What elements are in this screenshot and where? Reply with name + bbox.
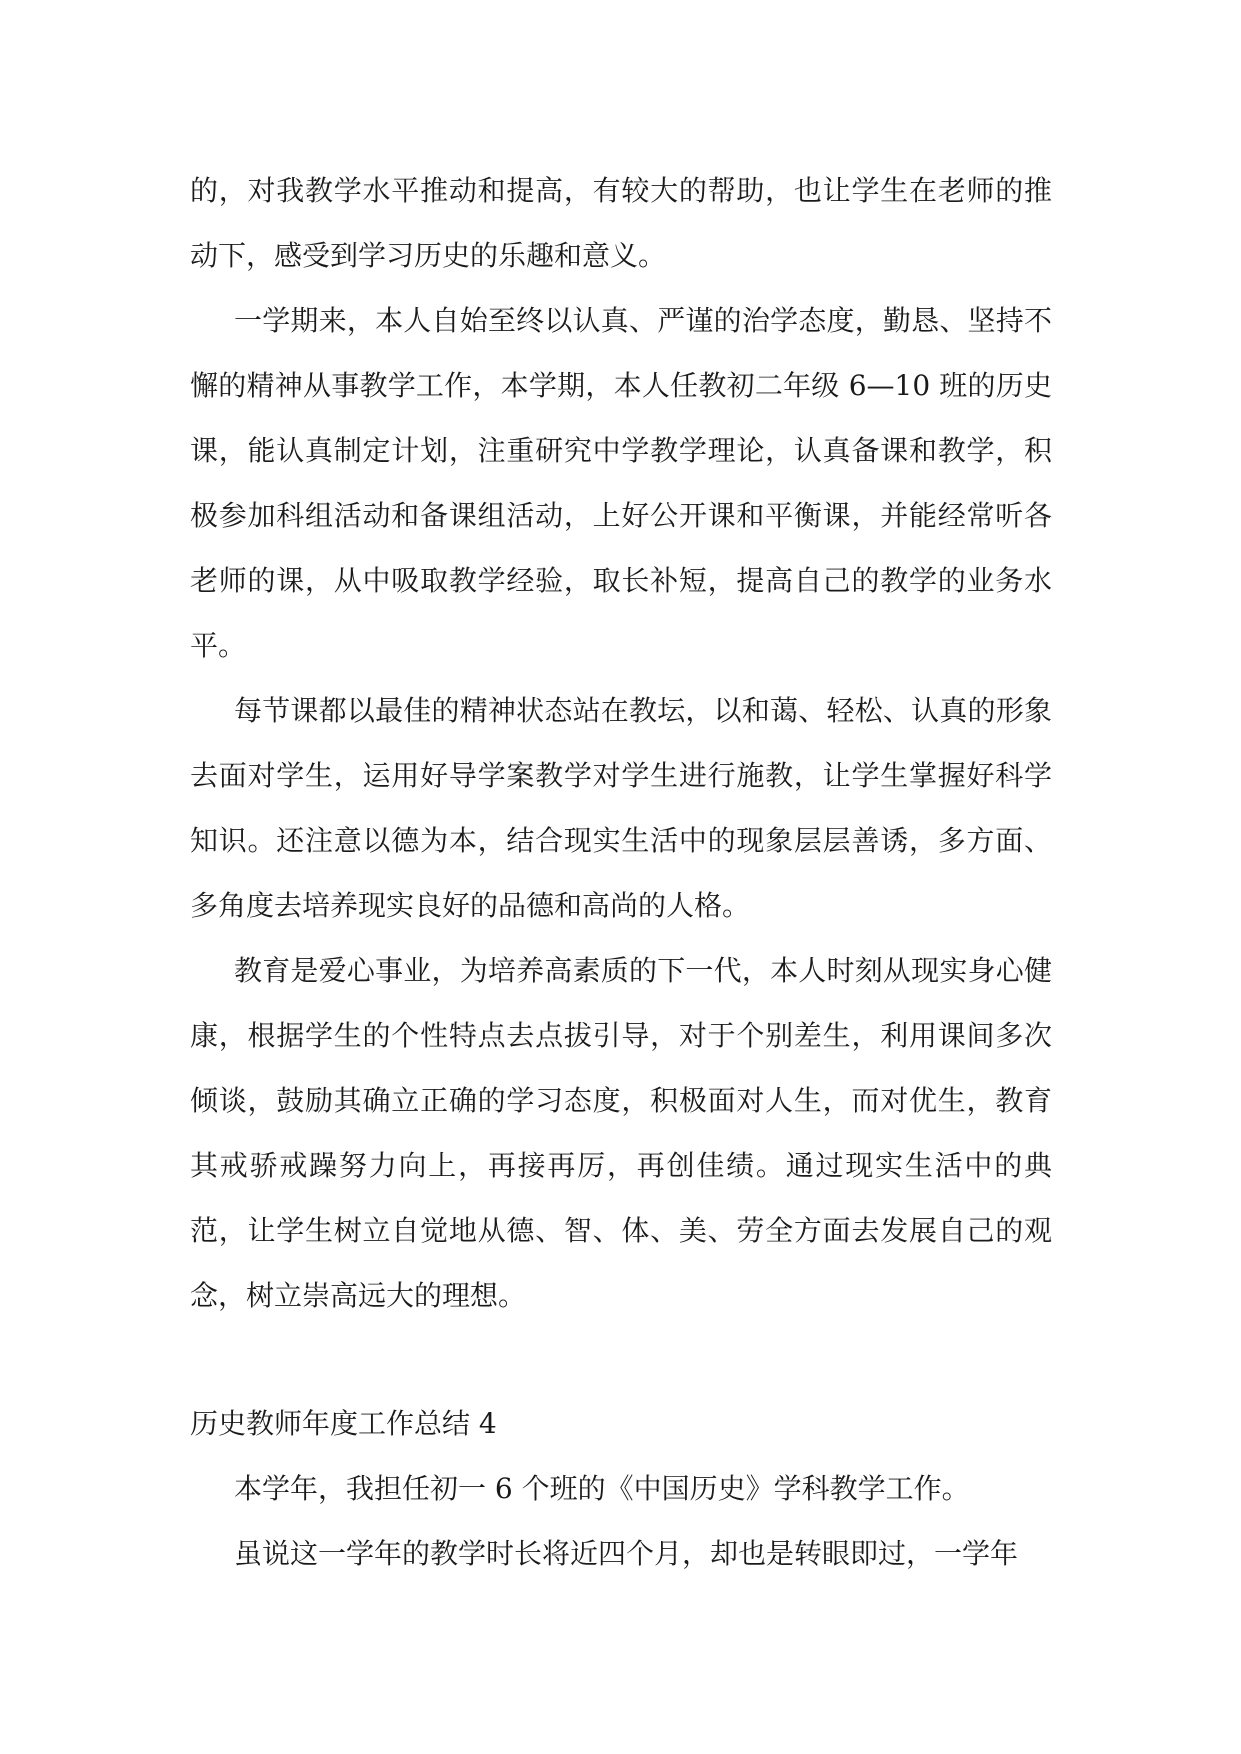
paragraph: 每节课都以最佳的精神状态站在教坛，以和蔼、轻松、认真的形象去面对学生，运用好导学案教学对学生进行施教，让学生掌握好科学知识。还注意以德为本，结合现实生活中的现象层层善诱，多方面、多角度去培养现实良好的品德和高尚的人格。 (190, 694, 1052, 922)
paragraph: 虽说这一学年的教学时长将近四个月，却也是转眼即过，一学年 (234, 1537, 1019, 1570)
section-heading: 历史教师年度工作总结 4 (190, 1407, 497, 1440)
paragraph: 一学期来，本人自始至终以认真、严谨的治学态度，勤恳、坚持不懈的精神从事教学工作，本学期，本人任教初二年级 6—10 班的历史课，能认真制定计划，注重研究中学教学理论，认真备课和教学，积极参加科组活动和备课组活动，上好公开课和平衡课，并能经常听各老师的课，从中吸取教学经验，取长补短，提高自己的教学的业务水平。 (190, 304, 1052, 662)
section-spacer (190, 1328, 1052, 1391)
paragraph-continuation: 的，对我教学水平推动和提高，有较大的帮助，也让学生在老师的推动下，感受到学习历史的乐趣和意义。 (190, 174, 1052, 272)
paragraph: 教育是爱心事业，为培养高素质的下一代，本人时刻从现实身心健康，根据学生的个性特点去点拔引导，对于个别差生，利用课间多次倾谈，鼓励其确立正确的学习态度，积极面对人生，而对优生，教育其戒骄戒躁努力向上，再接再厉，再创佳绩。通过现实生活中的典范，让学生树立自觉地从德、智、体、美、劳全方面去发展自己的观念，树立崇高远大的理想。 (190, 954, 1052, 1312)
document-body (190, 158, 1052, 1586)
paragraph: 本学年，我担任初一 6 个班的《中国历史》学科教学工作。 (234, 1472, 970, 1505)
